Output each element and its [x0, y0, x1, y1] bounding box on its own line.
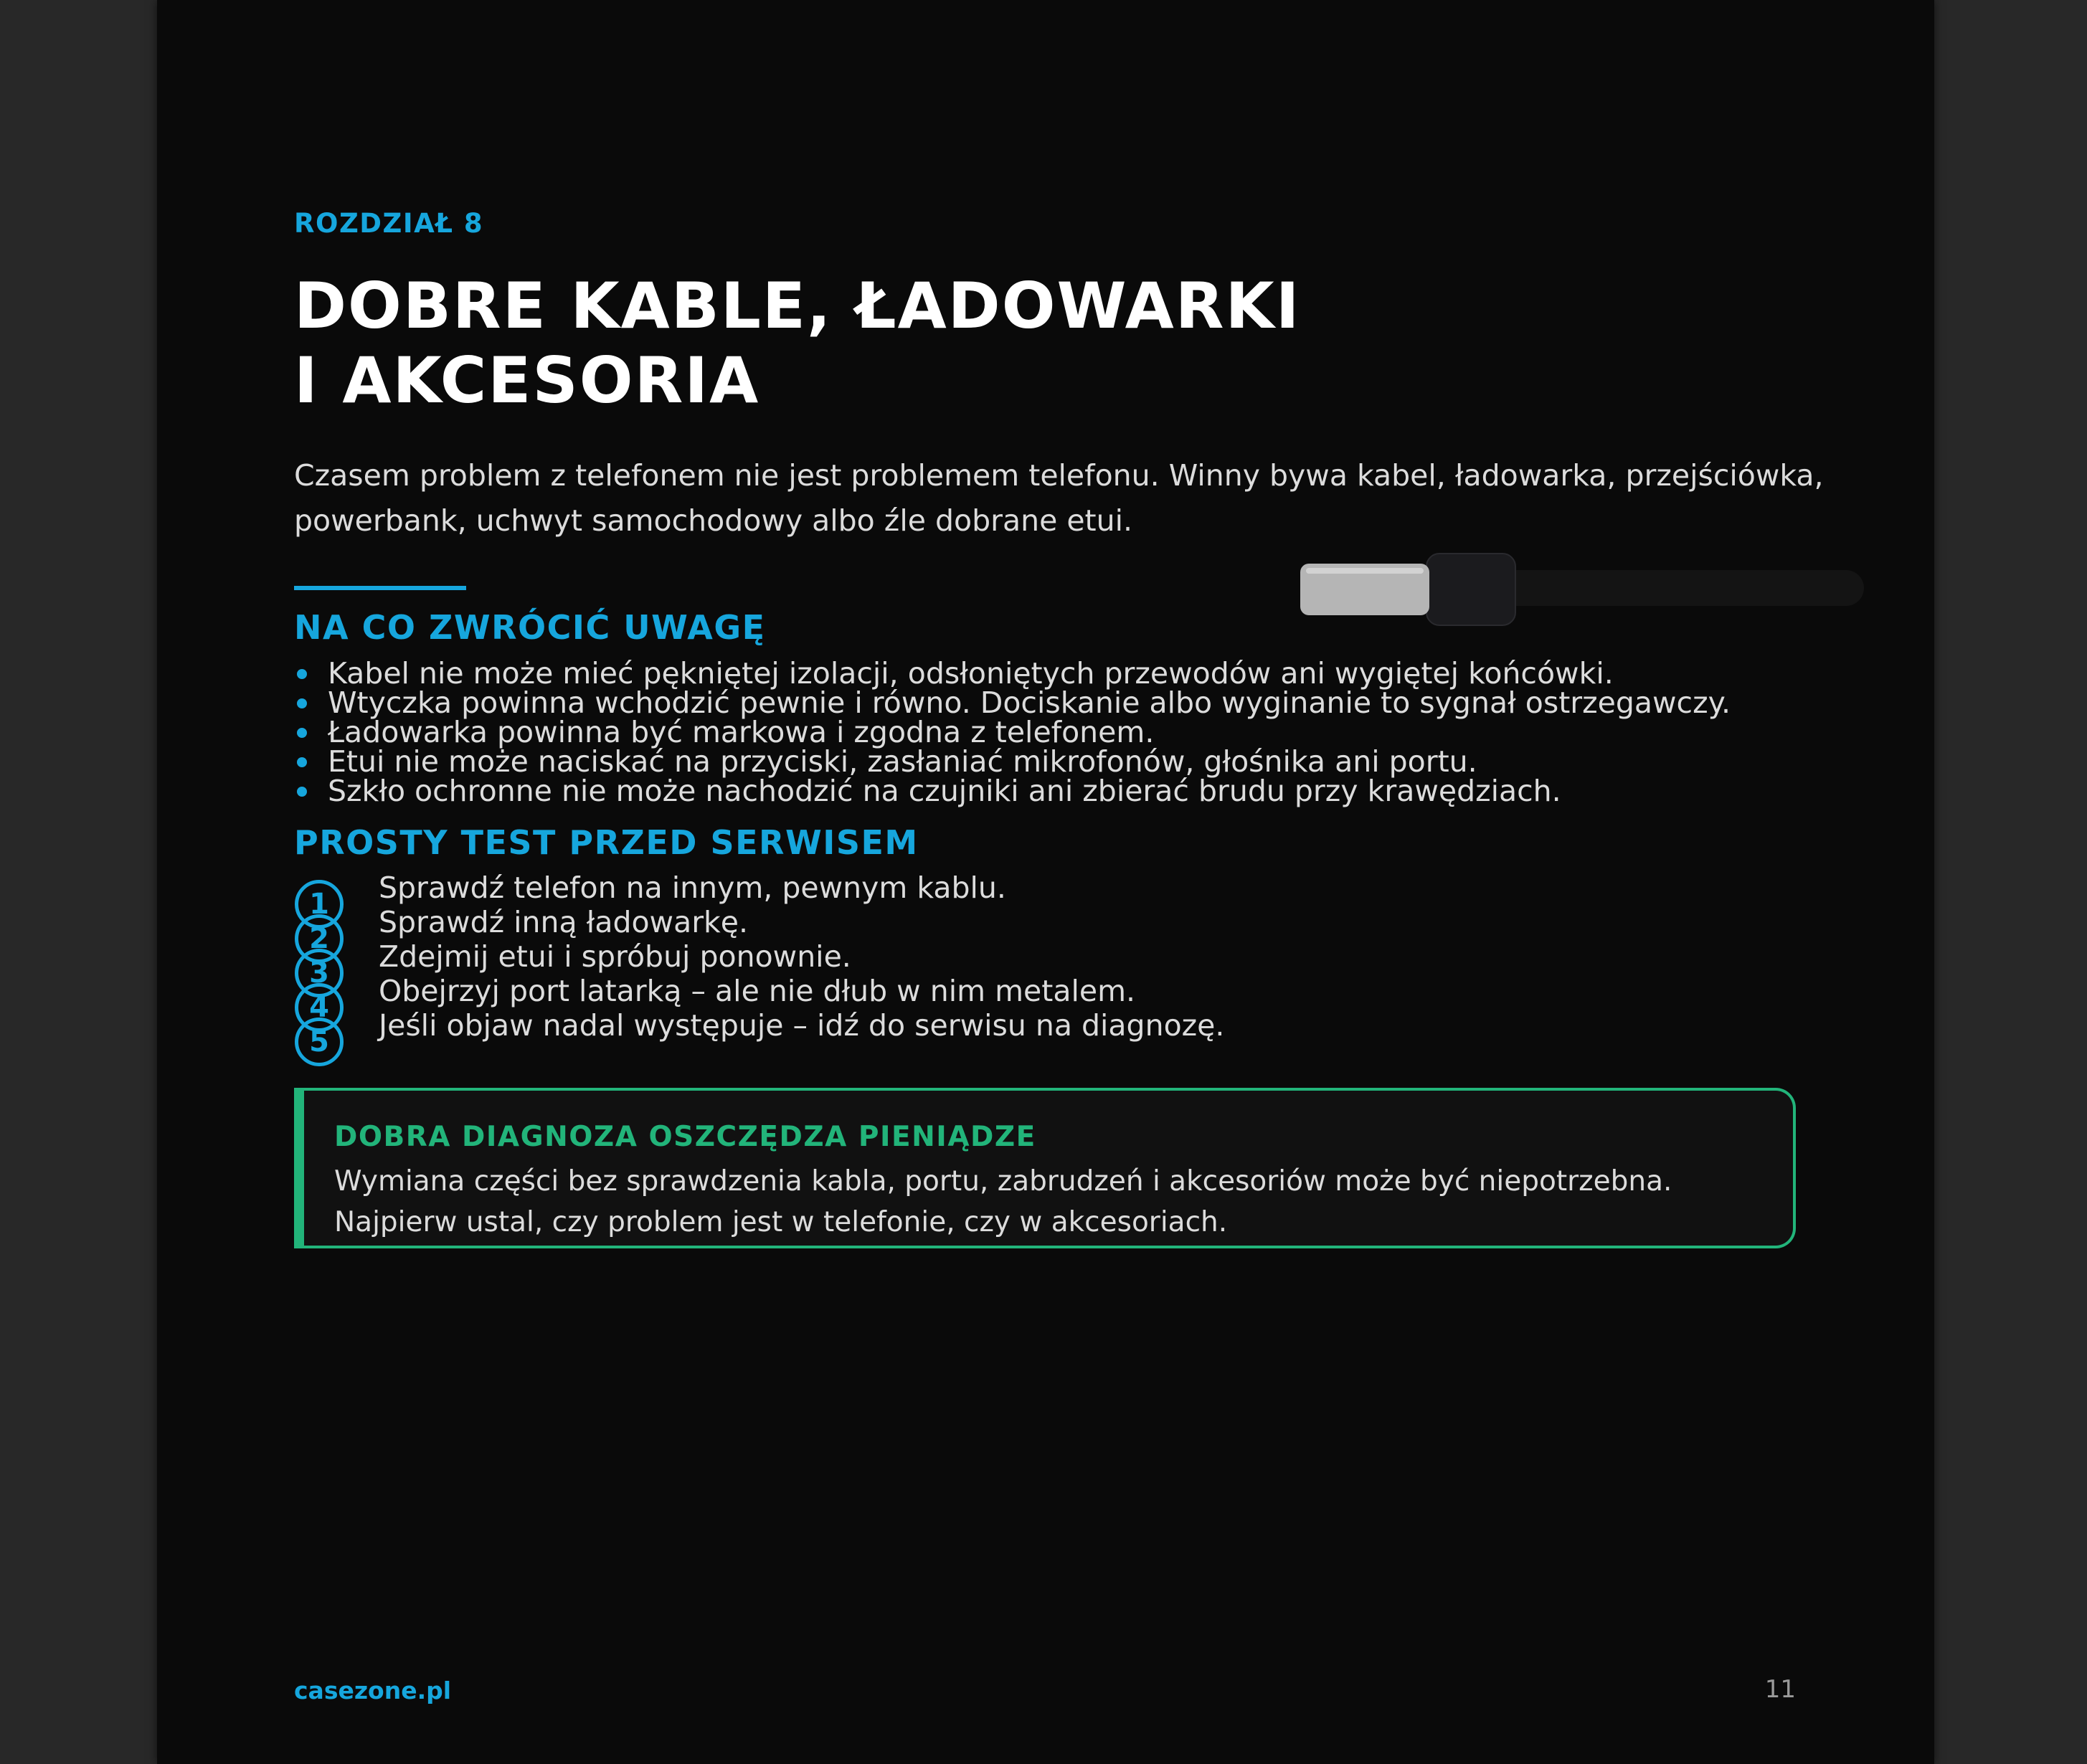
list-item	[294, 774, 1731, 808]
callout-text: Wymiana części bez sprawdzenia kabla, portu, zabrudzeń i akcesoriów może być niepotrzebna. Najpierw ustal, czy problem jest w telefonie, czy w akcesoriach.	[334, 1165, 1672, 1238]
title-line-1: DOBRE KABLE, ŁADOWARKI	[294, 269, 1301, 343]
step-item	[294, 905, 1224, 955]
step-item	[294, 974, 1224, 1024]
page-title	[294, 269, 1300, 418]
usb-cable-icon	[1300, 551, 1867, 630]
chapter-label: ROZDZIAŁ 8	[294, 208, 484, 239]
bullet-dot-icon	[297, 757, 307, 767]
test-steps-list	[294, 871, 1225, 1058]
bullet-dot-icon	[297, 787, 307, 797]
list-item-text: Ładowarka powinna być markowa i zgodna z telefonem.	[328, 715, 1155, 749]
list-item	[294, 744, 1731, 779]
list-item	[294, 688, 1731, 718]
list-item	[294, 656, 1731, 691]
step-number-badge: 1	[295, 880, 344, 929]
list-item-text: Szkło ochronne nie może nachodzić na czujniki ani zbierać brudu przy krawędziach.	[328, 774, 1561, 808]
step-item	[294, 1008, 1225, 1058]
bullet-dot-icon	[297, 669, 307, 679]
list-item-text: Kabel nie może mieć pękniętej izolacji, odsłoniętych przewodów ani wygiętej końcówki.	[328, 656, 1614, 691]
step-number-badge: 3	[295, 949, 344, 997]
intro-paragraph: Czasem problem z telefonem nie jest problemem telefonu. Winny bywa kabel, ładowarka, przejściówka, powerbank, uchwyt samochodowy albo źle dobrane etui.	[294, 458, 1824, 538]
bullet-dot-icon	[297, 698, 307, 708]
section-heading-watch: NA CO ZWRÓCIĆ UWAGĘ	[294, 608, 766, 647]
step-item	[294, 939, 1224, 990]
step-text: Sprawdź telefon na innym, pewnym kablu.	[379, 871, 1006, 905]
footer-site-link[interactable]: casezone.pl	[294, 1677, 452, 1704]
step-text: Sprawdź inną ładowarkę.	[379, 905, 749, 939]
bullet-dot-icon	[297, 728, 307, 738]
step-number-badge: 5	[295, 1018, 344, 1066]
callout-title: DOBRA DIAGNOZA OSZCZĘDZA PIENIĄDZE	[334, 1121, 1036, 1153]
document-page	[157, 0, 1934, 1764]
step-number-badge: 2	[295, 914, 344, 963]
page-number: 11	[1764, 1675, 1796, 1704]
step-text: Obejrzyj port latarką – ale nie dłub w nim metalem.	[379, 974, 1136, 1008]
callout-box	[294, 1088, 1796, 1248]
list-item-text: Etui nie może naciskać na przyciski, zasłaniać mikrofonów, głośnika ani portu.	[328, 744, 1477, 779]
list-item	[294, 715, 1731, 749]
step-text: Zdejmij etui i spróbuj ponownie.	[379, 939, 851, 974]
step-text: Jeśli objaw nadal występuje – idź do serwisu na diagnozę.	[379, 1008, 1225, 1043]
step-number-badge: 4	[295, 983, 344, 1032]
accent-divider	[294, 586, 466, 590]
section-heading-test: PROSTY TEST PRZED SERWISEM	[294, 823, 919, 862]
watch-list	[294, 656, 1731, 808]
title-line-2: I AKCESORIA	[294, 343, 760, 417]
step-item	[294, 871, 1224, 921]
list-item-text: Wtyczka powinna wchodzić pewnie i równo. Dociskanie albo wyginanie to sygnał ostrzegawczy.	[328, 686, 1731, 720]
